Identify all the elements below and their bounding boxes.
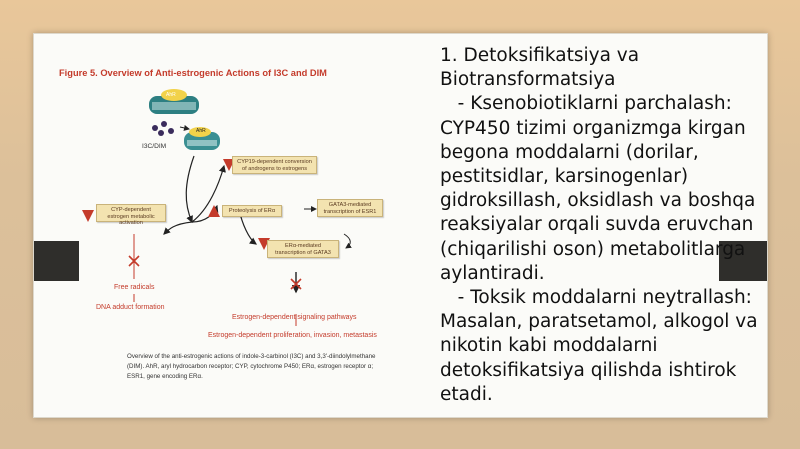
signaling-label: Estrogen-dependent signaling pathways <box>232 314 357 321</box>
box-gata3: GATA3-mediated transcription of ESR1 <box>317 199 383 217</box>
figure-caption: Overview of the anti-estrogenic actions of indole-3-carbinol (I3C) and 3,3'-diindolylmethane (DIM). AhR, aryl hydrocarbon receptor; CYP, cytochrome P450; ERα, estrogen receptor α; ESR1, gene encoding ERα. <box>127 353 376 380</box>
box-cyp19: CYP19-dependent conversion of androgens to estrogens <box>232 156 317 174</box>
box-era: ERα-mediated transcription of GATA3 <box>267 240 339 258</box>
figure-title: Figure 5. Overview of Anti-estrogenic Actions of I3C and DIM <box>59 68 327 78</box>
ahr-bottom-label: AhR <box>196 128 206 134</box>
ligand-dots-icon <box>152 121 174 136</box>
ligand-label: I3C/DIM <box>142 143 167 150</box>
free-radicals-label: Free radicals <box>114 284 155 291</box>
proliferation-label: Estrogen-dependent proliferation, invasion, metastasis <box>208 332 377 339</box>
dna-adduct-label: DNA adduct formation <box>96 304 165 311</box>
box-cyp-dependent: CYP-dependent estrogen metabolic activation <box>96 204 166 222</box>
ahr-top-label: AhR <box>166 92 176 98</box>
slide <box>33 33 768 418</box>
box-proteolysis: Proteolysis of ERα <box>222 205 282 217</box>
body-text: 1. Detoksifikatsiya va Biotransformatsiya - Ksenobiotiklarni parchalash: CYP450 tizimi organizmga kirgan begona moddalarni (dorilar, pestitsidlar, karsinogenlar) gidroksillash, oksidlash va boshqa reaksiyalar orqali suvda eruvchan (chiqarilishi oson) metabolitlarga aylantiradi. - Toksik moddalarni neytrallash: Masalan, paratsetamol, alkogol va nikotin kabi moddalarni detoksifikatsiya qilishda ishtirok etadi. <box>440 45 758 405</box>
